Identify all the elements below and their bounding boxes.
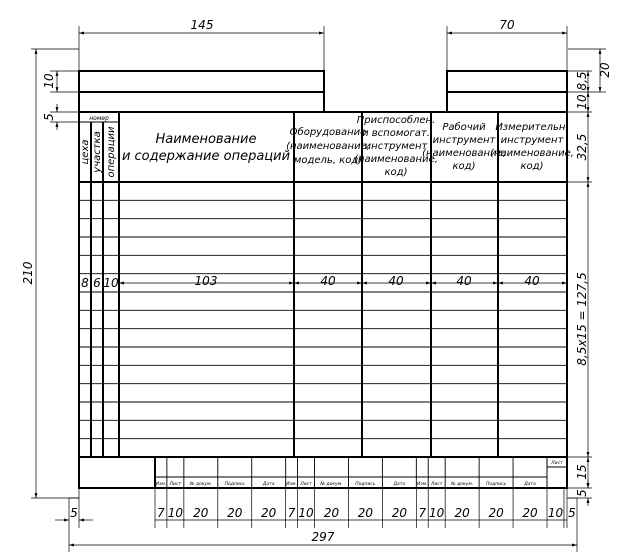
dim-col-10: 10 <box>103 276 119 290</box>
stamp-cell-label: № докум. <box>320 482 343 487</box>
stamp-cell-label: Лист <box>430 482 443 487</box>
dim-bottom-value: 7 <box>418 506 427 520</box>
measuring-tool-line-4: код) <box>520 161 544 172</box>
dim-bottom-value: 20 <box>261 506 277 520</box>
stamp-cell-label: Лист <box>169 482 182 487</box>
dim-col-103: 103 <box>194 274 218 288</box>
measuring-tool-line-3: (наименование, <box>490 148 574 159</box>
stamp-sheet-label: Лист <box>551 461 563 466</box>
dim-col-40-measuring: 40 <box>524 274 540 288</box>
fixtures-line-2: и вспомогат. <box>362 128 430 139</box>
number-label: номер <box>89 115 109 122</box>
dim-bottom-value: 10 <box>547 506 564 520</box>
fixtures-line-3: инструмент <box>364 141 428 152</box>
working-tool-line-4: код) <box>452 161 476 172</box>
dim-bottom-value: 20 <box>391 506 408 520</box>
dim-left-210: 210 <box>21 261 35 285</box>
dim-bottom-value: 20 <box>488 506 504 520</box>
dim-bottom-value: 10 <box>298 506 314 520</box>
measuring-tool-line-1: Измерительн. <box>495 122 569 133</box>
stamp-cell-label: Дата <box>393 482 406 487</box>
stamp-cell-label: Подпись <box>485 482 507 487</box>
equipment-line-2: (наименование, <box>286 141 370 152</box>
stamp-cell-label: Дата <box>524 482 536 487</box>
operations-title-1: Наименование <box>155 132 257 147</box>
dim-total-297: 297 <box>311 530 335 544</box>
dim-col-40-fixtures: 40 <box>388 274 404 288</box>
dim-bottom-value: 20 <box>357 506 374 520</box>
dim-bottom-value: 20 <box>454 506 470 520</box>
dim-bottom-value: 7 <box>287 506 296 520</box>
sub-operation: операции <box>106 126 117 178</box>
working-tool-line-3: (наименование, <box>422 148 506 159</box>
dim-right-8-5: 8,5 <box>575 71 589 91</box>
equipment-line-3: модель, код) <box>293 155 363 166</box>
stamp-cell-label: Подпись <box>355 482 376 487</box>
dim-top-70: 70 <box>499 18 515 32</box>
dim-left-10: 10 <box>42 73 56 89</box>
dim-col-40-working: 40 <box>456 274 472 288</box>
dim-bottom-value: 10 <box>167 506 184 520</box>
dim-col-6: 6 <box>93 276 101 290</box>
working-tool-line-2: инструмент <box>432 135 496 146</box>
dim-col-8: 8 <box>81 276 89 290</box>
table-rows <box>79 200 567 438</box>
equipment-line-1: Оборудование <box>289 127 367 138</box>
sub-section: участка <box>92 131 103 173</box>
dim-bottom-value: 20 <box>323 506 340 520</box>
stamp-cell-label: Изм. <box>155 482 167 487</box>
dim-left-5: 5 <box>42 113 56 121</box>
fixtures-line-4: (наименование, <box>354 154 438 165</box>
dim-bottom-value: 20 <box>227 506 243 520</box>
measuring-tool-line-2: инструмент <box>500 135 564 146</box>
fixtures-line-1: Приспособлен. <box>356 115 436 126</box>
sub-workshop: цеха <box>80 139 91 165</box>
dim-right-5: 5 <box>575 489 589 497</box>
dim-top-145: 145 <box>190 18 214 32</box>
operations-title-2: и содержание операций <box>121 149 291 164</box>
working-tool-line-1: Рабочий <box>442 122 486 133</box>
fixtures-line-5: код) <box>384 167 408 178</box>
dim-bottom-value: 10 <box>429 506 445 520</box>
stamp-cell-label: № докум. <box>189 482 212 487</box>
dim-right-32-5: 32,5 <box>575 133 589 161</box>
stamp-cell-label: № докум. <box>451 482 474 487</box>
dim-bottom-value: 20 <box>522 506 538 520</box>
dim-right-20: 20 <box>598 62 612 78</box>
stamp-cell-label: Изм. <box>416 482 428 487</box>
dim-right-10: 10 <box>575 94 589 110</box>
dim-bottom-left-5: 5 <box>70 506 78 520</box>
dim-bottom-value: 20 <box>193 506 209 520</box>
dim-bottom-value: 7 <box>157 506 165 520</box>
dim-col-40-equipment: 40 <box>320 274 336 288</box>
dim-right-rows: 8,5x15 = 127,5 <box>575 272 589 366</box>
dim-right-15: 15 <box>575 464 589 480</box>
bottom-dimension-chain <box>70 489 576 528</box>
stamp-cell-label: Лист <box>300 482 312 487</box>
stamp-cells <box>156 457 547 488</box>
stamp-cell-label: Дата <box>262 482 275 487</box>
stamp-cell-label: Подпись <box>224 482 245 487</box>
dim-bottom-right-5: 5 <box>568 506 576 520</box>
stamp-cell-label: Изм. <box>286 482 297 487</box>
